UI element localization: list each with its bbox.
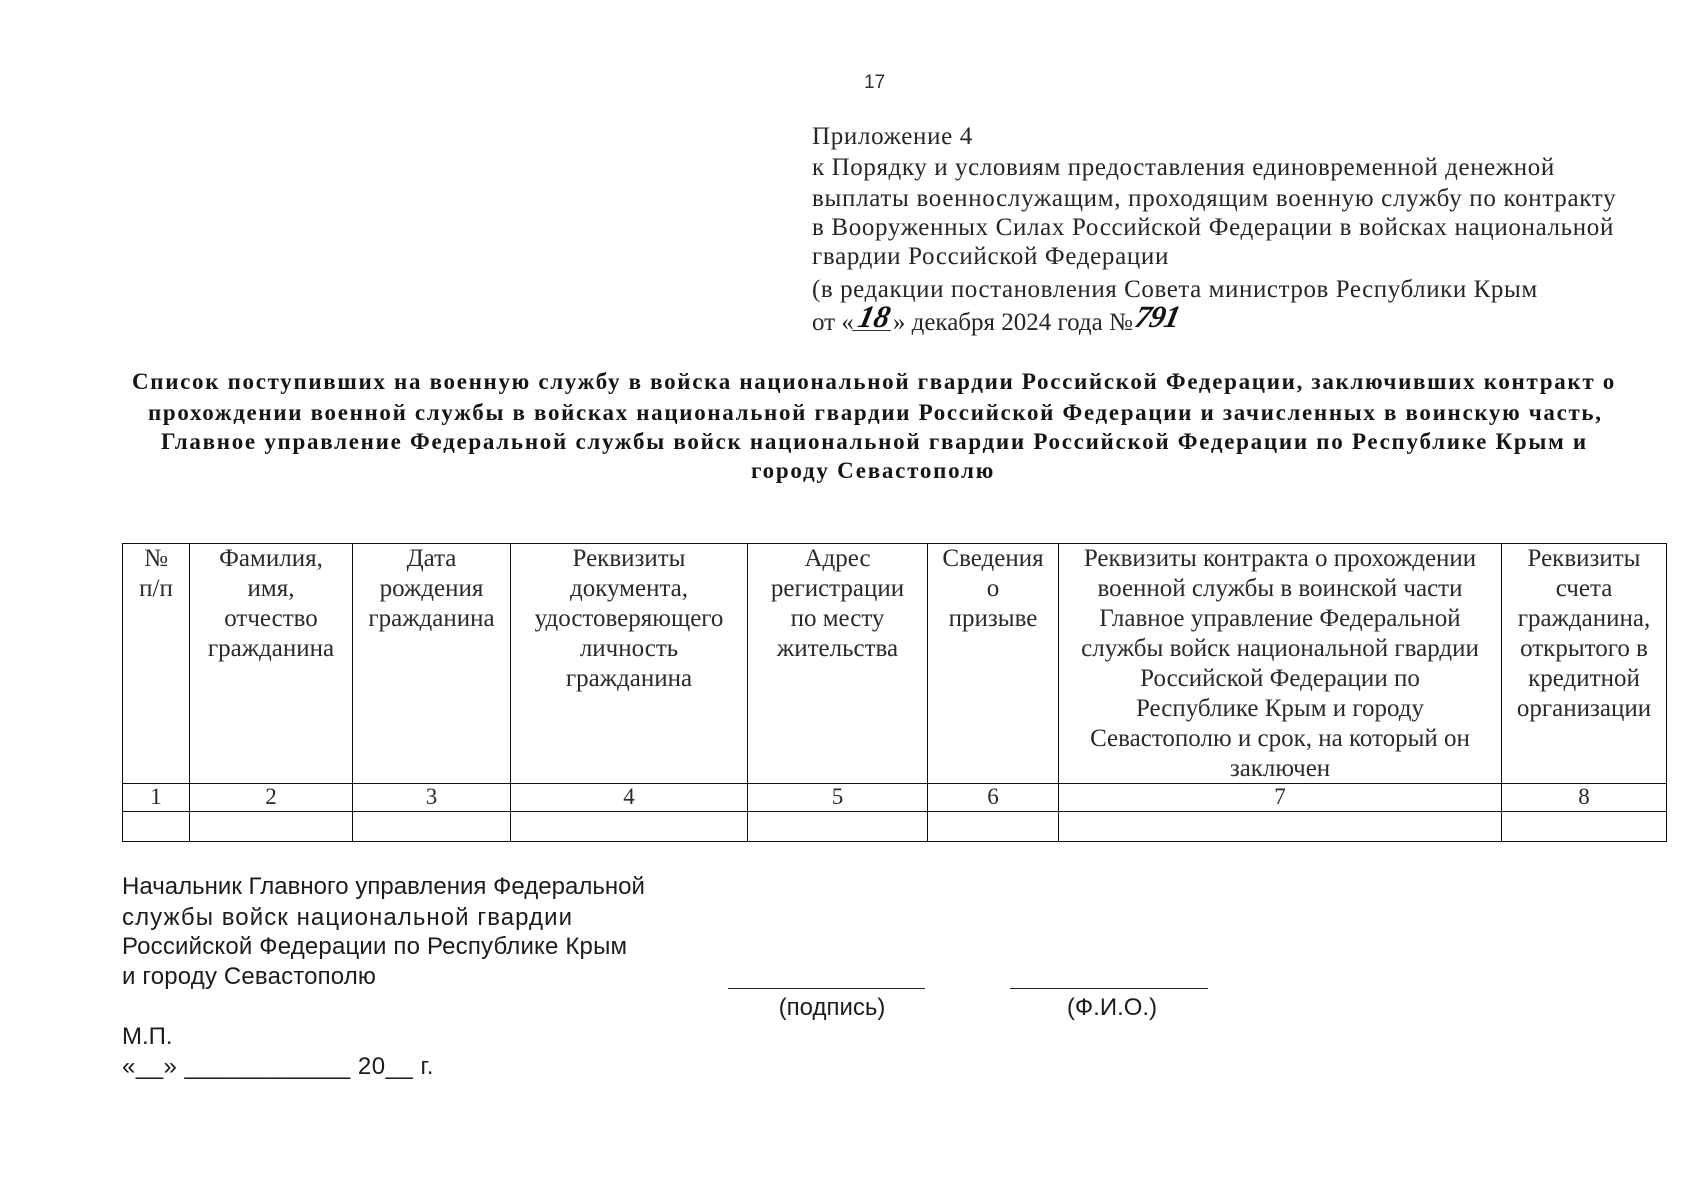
name-caption: (Ф.И.О.) (1066, 994, 1158, 1021)
position-title-line: службы войск национальной гвардии (122, 904, 574, 931)
appendix-line: гвардии Российской Федерации (812, 243, 1170, 270)
header-cell-number: № п/п (123, 544, 190, 784)
title-line: городу Севастополю (751, 458, 996, 483)
appendix-line: в Вооруженных Силах Российской Федерации в войсках национальной (812, 214, 1614, 241)
header-cell-full-name: Фамилия, имя, отчество гражданина (190, 544, 353, 784)
table-cell (1502, 812, 1667, 842)
stamp-label: М.П. (122, 1023, 173, 1050)
date-middle: » декабря 2024 года № (892, 309, 1133, 336)
appendix-line: (в редакции постановления Совета министров Республики Крым (812, 276, 1538, 303)
appendix-date-line (812, 299, 1183, 338)
header-cell-conscription: Сведения о призыве (928, 544, 1059, 784)
date-prefix: от « (812, 309, 854, 336)
table-cell (928, 812, 1059, 842)
appendix-line: Приложение 4 (812, 123, 973, 150)
page-number: 17 (864, 72, 886, 93)
title-line: Список поступивших на военную службу в войска национальной гвардии Российской Федерации, заключивших контракт о (132, 369, 1616, 394)
column-number-cell: 5 (748, 784, 928, 812)
recipients-table (122, 543, 1667, 842)
column-number-cell: 4 (511, 784, 748, 812)
column-number-cell: 7 (1059, 784, 1502, 812)
column-number-cell: 8 (1502, 784, 1667, 812)
table-cell (511, 812, 748, 842)
header-cell-contract: Реквизиты контракта о прохождении военной службы в воинской части Главное управление Федеральной службы войск национальной гвардии Российской Федерации по Республике Крым и городу Севастополю и срок, на который он заключен (1059, 544, 1502, 784)
header-cell-address: Адрес регистрации по месту жительства (748, 544, 928, 784)
title-line: Главное управление Федеральной службы войск национальной гвардии Российской Федерации по Республике Крым и (161, 429, 1588, 454)
column-number-cell: 1 (123, 784, 190, 812)
handwritten-date-day: 18 (852, 304, 897, 331)
column-number-cell: 3 (353, 784, 511, 812)
column-number-cell: 2 (190, 784, 353, 812)
title-line: прохождении военной службы в войсках национальной гвардии Российской Федерации и зачисленных в воинскую часть, (148, 400, 1603, 425)
handwritten-decree-number: 791 (1131, 299, 1183, 334)
table-cell (748, 812, 928, 842)
header-cell-birth-date: Дата рождения гражданина (353, 544, 511, 784)
table-cell (123, 812, 190, 842)
header-cell-id-document: Реквизиты документа, удостоверяющего личность гражданина (511, 544, 748, 784)
position-title-line: Российской Федерации по Республике Крым (122, 933, 628, 960)
column-number-cell: 6 (928, 784, 1059, 812)
position-title-line: Начальник Главного управления Федеральной (122, 873, 645, 900)
signature-line (728, 988, 925, 989)
position-title-line: и городу Севастополю (122, 963, 377, 990)
appendix-line: к Порядку и условиям предоставления единовременной денежной (812, 154, 1555, 181)
table-cell (1059, 812, 1502, 842)
signature-caption: (подпись) (778, 994, 886, 1021)
table-cell (353, 812, 511, 842)
appendix-line: выплаты военнослужащим, проходящим военную службу по контракту (812, 185, 1617, 212)
date-line: «__» ____________ 20__ г. (122, 1053, 434, 1080)
table-cell (190, 812, 353, 842)
header-cell-bank-account: Реквизиты счета гражданина, открытого в кредитной организации (1502, 544, 1667, 784)
name-line (1010, 988, 1208, 989)
